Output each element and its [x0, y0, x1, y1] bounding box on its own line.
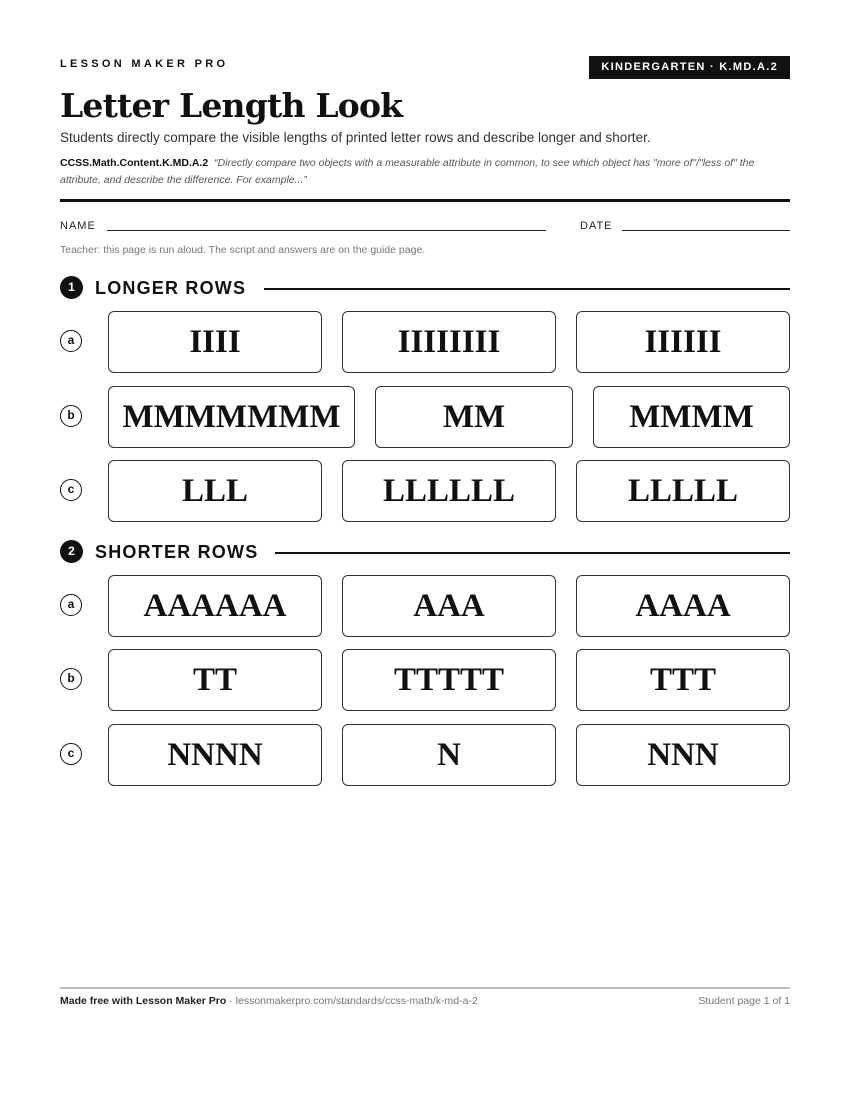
page-subtitle: Students directly compare the visible lengths of printed letter rows and describe longer and shorter.	[60, 130, 651, 145]
letter-row-option[interactable]: N	[342, 724, 556, 786]
question-row-1c	[60, 460, 790, 522]
letter-row-option[interactable]: IIIIII	[576, 311, 790, 373]
letter-row-option[interactable]: TTTTT	[342, 649, 556, 711]
row-label: c	[60, 743, 82, 765]
letter-row-option[interactable]: MMMM	[593, 386, 790, 448]
section-number-badge: 1	[60, 276, 83, 299]
page-title: Letter Length Look	[60, 86, 403, 125]
footer-made-with: Made free with Lesson Maker Pro	[60, 995, 227, 1007]
letter-row-option[interactable]: IIII	[108, 311, 322, 373]
name-field[interactable]	[107, 230, 546, 231]
question-row-1b	[60, 386, 790, 448]
name-label: NAME	[60, 220, 96, 232]
letter-row-option[interactable]: TT	[108, 649, 322, 711]
worksheet-page	[60, 0, 790, 1100]
letter-row-option[interactable]: LLL	[108, 460, 322, 522]
question-row-2b	[60, 649, 790, 711]
footer	[60, 995, 790, 1007]
section-title: SHORTER ROWS	[95, 542, 259, 562]
section-divider	[275, 552, 790, 554]
section-title: LONGER ROWS	[95, 278, 247, 298]
letter-row-option[interactable]: IIIIIIII	[342, 311, 556, 373]
section-divider	[264, 288, 790, 290]
section-number-badge: 2	[60, 540, 83, 563]
footer-divider	[60, 987, 790, 989]
brand-name: LESSON MAKER PRO	[60, 58, 229, 70]
top-bar	[60, 57, 790, 79]
date-field[interactable]	[622, 230, 790, 231]
teacher-note: Teacher: this page is run aloud. The script and answers are on the guide page.	[60, 244, 426, 256]
row-label: b	[60, 405, 82, 427]
letter-row-option[interactable]: TTT	[576, 649, 790, 711]
letter-row-option[interactable]: LLLLL	[576, 460, 790, 522]
footer-url[interactable]: · lessonmakerpro.com/standards/ccss-math/k-md-a-2	[229, 995, 478, 1007]
name-date-row	[60, 220, 790, 236]
letter-row-option[interactable]: NNN	[576, 724, 790, 786]
letter-row-option[interactable]: NNNN	[108, 724, 322, 786]
header-divider	[60, 199, 790, 202]
section-longer-rows	[60, 276, 790, 300]
standard-quote: “Directly compare two objects with a measurable attribute in common, to see which object has "more of"/"less of" the attribute, and describe the difference. For example...”	[60, 157, 755, 186]
question-row-2a	[60, 575, 790, 637]
question-row-2c	[60, 724, 790, 786]
letter-row-option[interactable]: MMMMMMM	[108, 386, 355, 448]
standard-code: CCSS.Math.Content.K.MD.A.2	[60, 157, 209, 169]
letter-row-option[interactable]: AAAA	[576, 575, 790, 637]
section-shorter-rows	[60, 540, 790, 564]
question-row-1a	[60, 311, 790, 373]
letter-row-option[interactable]: LLLLLL	[342, 460, 556, 522]
grade-standard-badge: KINDERGARTEN · K.MD.A.2	[589, 56, 790, 79]
standard-text	[60, 155, 790, 189]
letter-row-option[interactable]: MM	[375, 386, 573, 448]
row-label: b	[60, 668, 82, 690]
row-label: a	[60, 594, 82, 616]
footer-page-number: Student page 1 of 1	[698, 995, 790, 1007]
letter-row-option[interactable]: AAA	[342, 575, 556, 637]
row-label: a	[60, 330, 82, 352]
row-label: c	[60, 479, 82, 501]
date-label: DATE	[580, 220, 613, 232]
letter-row-option[interactable]: AAAAAA	[108, 575, 322, 637]
